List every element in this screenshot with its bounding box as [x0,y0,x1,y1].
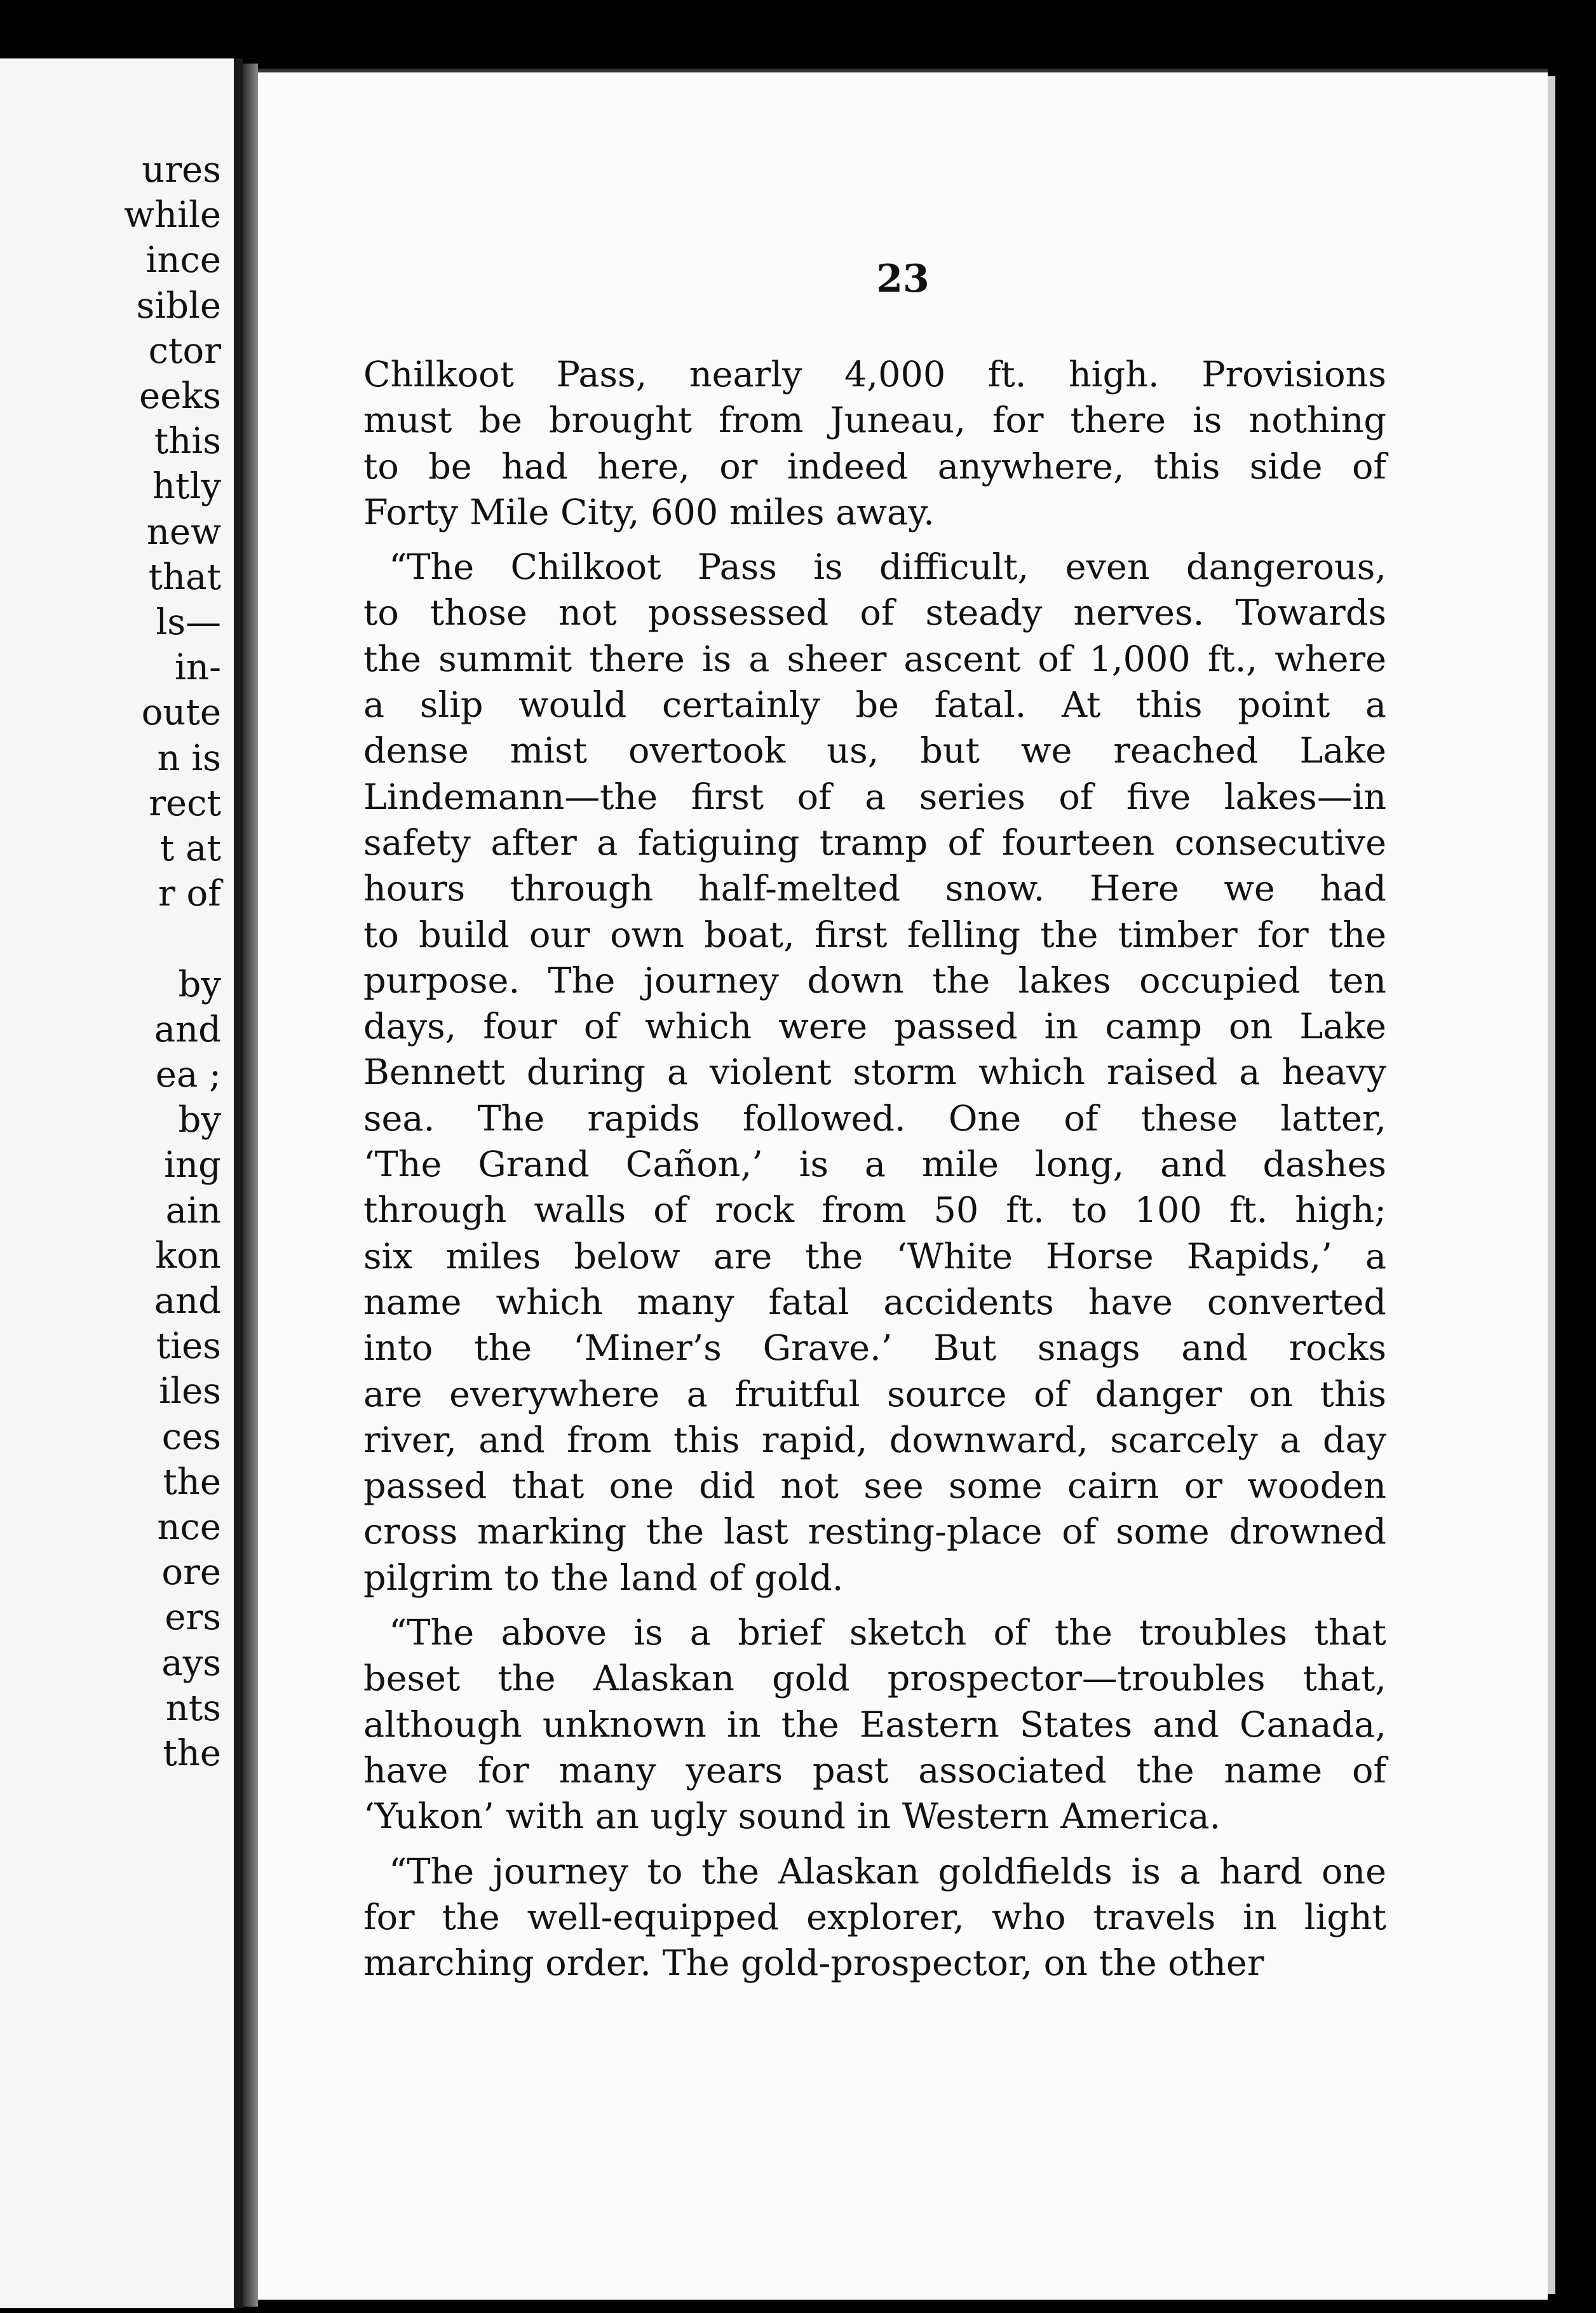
paragraph [363,1849,1386,1987]
left-page-fragment: the [163,1461,221,1503]
text-line: the summit there is a sheer ascent of 1,000 ft., where [363,638,1386,680]
text-line: to be had here, or indeed anywhere, this side of [363,445,1386,487]
text-line: Chilkoot Pass, nearly 4,000 ft. high. Provisions [363,354,1386,395]
left-page-fragment: ls— [156,602,221,643]
left-page-fragment: ures [142,149,221,191]
text-line: hours through half-melted snow. Here we had [363,868,1386,910]
text-line: name which many fatal accidents have converted [363,1281,1386,1323]
text-line: dense mist overtook us, but we reached Lake [363,730,1386,772]
text-line: Bennett during a violent storm which raised a heavy [363,1052,1386,1094]
left-page-fragment: and [154,1280,221,1322]
left-page-fragment: eeks [139,376,221,417]
text-line: to those not possessed of steady nerves. Towards [363,592,1386,634]
left-page-fragment: sible [136,285,221,327]
page-number: 23 [876,257,930,301]
text-line: to build our own boat, first felling the timber for the [363,914,1386,956]
text-line: “The Chilkoot Pass is difficult, even dangerous, [389,546,1386,588]
left-page-fragment: in- [175,647,221,689]
left-page-fragment: and [154,1008,221,1050]
paragraph [363,1610,1386,1840]
left-page-fragment: ince [145,240,221,281]
page-edge [1548,76,1555,2294]
left-page-fragment: n is [157,737,221,779]
text-line: are everywhere a fruitful source of danger on this [363,1373,1386,1415]
left-page-fragment: r of [158,873,221,915]
left-page-fragment: by [178,963,221,1005]
book-spine [243,64,258,2307]
body-text [363,352,1386,1986]
left-page-fragment: ers [165,1597,221,1639]
left-page-fragment: nts [165,1687,221,1729]
left-page-fragment: nce [157,1507,221,1548]
text-line: cross marking the last resting-place of some drowned [363,1511,1386,1553]
text-line: pilgrim to the land of gold. [363,1557,844,1599]
left-page-fragment: the [163,1733,221,1774]
right-page [258,69,1548,2300]
text-line: ‘Yukon’ with an ugly sound in Western America. [363,1796,1221,1838]
left-page-fragment: while [124,194,221,236]
text-line: into the ‘Miner’s Grave.’ But snags and rocks [363,1327,1386,1369]
left-page-fragment: ays [161,1642,221,1684]
left-page-fragment: oute [141,692,221,734]
text-line: safety after a fatiguing tramp of fourteen consecutive [363,822,1386,864]
text-line: days, four of which were passed in camp on Lake [363,1006,1386,1048]
text-line: for the well-equipped explorer, who travels in light [363,1896,1386,1938]
text-line: sea. The rapids followed. One of these latter, [363,1097,1386,1139]
left-page-fragment: ore [161,1552,221,1594]
paragraph [363,545,1386,1601]
left-page-fragment: new [146,511,221,553]
text-line: have for many years past associated the name of [363,1749,1386,1791]
text-line: “The above is a brief sketch of the troubles that [389,1612,1386,1654]
paragraph [363,352,1386,536]
text-line: through walls of rock from 50 ft. to 100 ft. high; [363,1190,1386,1231]
left-page-fragment: t at [159,828,221,869]
left-page-fragment: ea ; [155,1054,221,1095]
left-page-fragment: kon [155,1235,221,1277]
left-page-fragment: htly [152,466,221,508]
text-line: “The journey to the Alaskan goldfields is a hard one [389,1850,1386,1892]
left-page [0,58,243,2308]
left-page-fragment: ctor [148,330,221,372]
left-page-fragment: ain [165,1190,221,1231]
left-page-fragment: iles [159,1371,221,1413]
text-line: passed that one did not see some cairn or wooden [363,1465,1386,1507]
text-line: beset the Alaskan gold prospector—troubles that, [363,1658,1386,1700]
text-line: Forty Mile City, 600 miles away. [363,491,935,533]
left-page-fragment: by [178,1099,221,1141]
text-line: six miles below are the ‘White Horse Rapids,’ a [363,1235,1386,1277]
left-page-fragment: ces [161,1416,221,1458]
text-line: Lindemann—the first of a series of five lakes—in [363,776,1386,818]
left-page-fragment: ing [164,1144,221,1186]
text-line: although unknown in the Eastern States and Canada, [363,1704,1386,1746]
left-page-fragment: that [148,556,221,598]
left-page-fragment: this [154,421,221,463]
left-page-fragment: ties [156,1326,221,1367]
text-line: a slip would certainly be fatal. At this point a [363,684,1386,726]
text-line: purpose. The journey down the lakes occupied ten [363,960,1386,1001]
text-line: river, and from this rapid, downward, scarcely a day [363,1419,1386,1461]
text-line: must be brought from Juneau, for there is nothing [363,400,1386,442]
left-page-fragment: rect [149,782,221,824]
text-line: marching order. The gold-prospector, on the other [363,1943,1264,1984]
text-line: ‘The Grand Cañon,’ is a mile long, and dashes [363,1144,1386,1186]
